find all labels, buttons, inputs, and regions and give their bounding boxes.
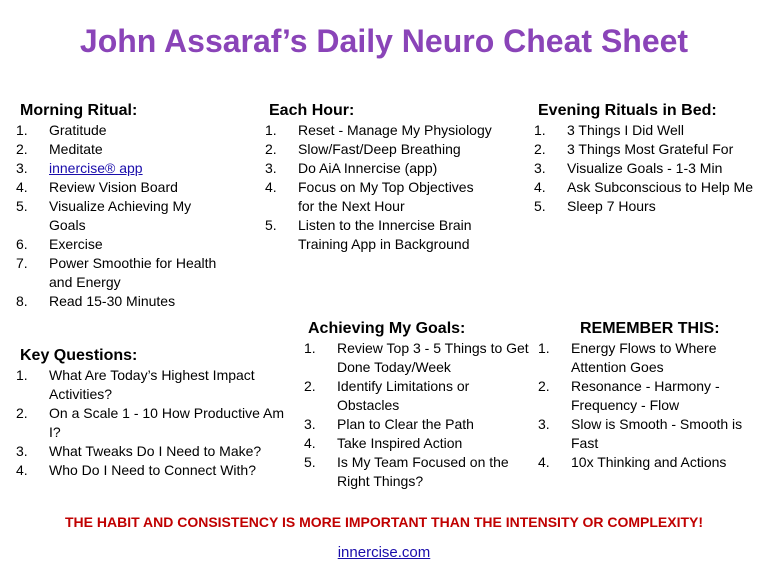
item-text: Is My Team Focused on the Right Things? bbox=[337, 454, 509, 489]
list-item bbox=[16, 235, 241, 254]
item-text: Gratitude bbox=[49, 122, 107, 138]
item-text: Energy Flows to Where Attention Goes bbox=[571, 340, 717, 375]
item-text: Who Do I Need to Connect With? bbox=[49, 462, 256, 478]
achieving-goals-list bbox=[304, 339, 539, 491]
evening-rituals-list bbox=[534, 121, 759, 216]
item-number: 1. bbox=[304, 340, 316, 356]
item-text: Exercise bbox=[49, 236, 103, 252]
list-item bbox=[16, 178, 241, 197]
item-text: Power Smoothie for Health and Energy bbox=[49, 255, 217, 290]
item-text: Do AiA Innercise (app) bbox=[298, 160, 438, 176]
item-text: Reset - Manage My Physiology bbox=[298, 122, 492, 138]
item-number: 6. bbox=[16, 236, 28, 252]
item-text: Take Inspired Action bbox=[337, 435, 463, 451]
list-item bbox=[304, 339, 537, 377]
list-item bbox=[534, 178, 768, 197]
list-item bbox=[304, 453, 527, 491]
list-item bbox=[16, 254, 241, 292]
list-item bbox=[304, 415, 539, 434]
morning-ritual-section bbox=[16, 101, 241, 311]
item-number: 4. bbox=[304, 435, 316, 451]
list-item bbox=[265, 216, 510, 254]
item-number: 3. bbox=[16, 443, 28, 459]
item-text: Sleep 7 Hours bbox=[567, 198, 656, 214]
item-number: 4. bbox=[538, 454, 550, 470]
item-number: 3. bbox=[304, 416, 316, 432]
list-item bbox=[16, 292, 241, 311]
remember-this-list bbox=[538, 339, 763, 472]
item-text: Listen to the Innercise Brain Training App in Background bbox=[298, 217, 472, 252]
item-number: 3. bbox=[265, 160, 277, 176]
list-item bbox=[534, 121, 759, 140]
key-questions-section bbox=[16, 346, 296, 480]
list-item bbox=[16, 442, 296, 461]
item-text: 10x Thinking and Actions bbox=[571, 454, 727, 470]
item-text: Slow is Smooth - Smooth is Fast bbox=[571, 416, 743, 451]
item-number: 4. bbox=[534, 179, 546, 195]
item-text: Meditate bbox=[49, 141, 103, 157]
list-item bbox=[538, 453, 763, 472]
item-number: 3. bbox=[16, 160, 28, 176]
item-text: Read 15-30 Minutes bbox=[49, 293, 176, 309]
list-item bbox=[16, 159, 241, 178]
item-number: 2. bbox=[534, 141, 546, 157]
list-item bbox=[16, 197, 199, 235]
item-number: 1. bbox=[16, 367, 28, 383]
item-number: 1. bbox=[265, 122, 277, 138]
item-number: 5. bbox=[304, 454, 316, 470]
item-number: 2. bbox=[538, 378, 550, 394]
item-number: 4. bbox=[16, 462, 28, 478]
page-title: John Assaraf’s Daily Neuro Cheat Sheet bbox=[79, 23, 689, 59]
list-item bbox=[16, 121, 241, 140]
item-number: 1. bbox=[16, 122, 28, 138]
key-questions-list bbox=[16, 366, 296, 480]
key-questions-heading: Key Questions: bbox=[20, 347, 138, 364]
item-text: Review Top 3 - 5 Things to Get Done Today/Week bbox=[337, 340, 529, 375]
each-hour-heading: Each Hour: bbox=[269, 102, 355, 119]
list-item bbox=[538, 339, 746, 377]
item-text: On a Scale 1 - 10 How Productive Am I? bbox=[49, 405, 284, 440]
list-item bbox=[16, 404, 294, 442]
item-text: Identify Limitations or Obstacles bbox=[337, 378, 470, 413]
list-item bbox=[16, 461, 296, 480]
item-text: Focus on My Top Objectives for the Next Hour bbox=[298, 179, 474, 214]
each-hour-section bbox=[265, 101, 510, 254]
list-item bbox=[534, 159, 759, 178]
item-text: Plan to Clear the Path bbox=[337, 416, 474, 432]
item-text: Slow/Fast/Deep Breathing bbox=[298, 141, 461, 157]
evening-rituals-heading: Evening Rituals in Bed: bbox=[538, 102, 717, 119]
list-item bbox=[538, 377, 746, 415]
morning-ritual-heading: Morning Ritual: bbox=[20, 102, 138, 119]
item-text: Ask Subconscious to Help Me bbox=[567, 179, 753, 195]
item-number: 1. bbox=[538, 340, 550, 356]
item-number: 2. bbox=[16, 141, 28, 157]
achieving-goals-section bbox=[304, 319, 539, 491]
item-number: 2. bbox=[265, 141, 277, 157]
item-number: 8. bbox=[16, 293, 28, 309]
item-number: 3. bbox=[534, 160, 546, 176]
footer-link-wrapper bbox=[0, 543, 768, 563]
item-number: 2. bbox=[16, 405, 28, 421]
list-item bbox=[534, 197, 759, 216]
item-text: Resonance - Harmony - Frequency - Flow bbox=[571, 378, 720, 413]
item-text: Review Vision Board bbox=[49, 179, 178, 195]
evening-rituals-section bbox=[534, 101, 759, 216]
list-item bbox=[265, 159, 510, 178]
item-number: 5. bbox=[16, 198, 28, 214]
list-item bbox=[16, 140, 241, 159]
morning-ritual-list bbox=[16, 121, 241, 311]
item-number: 5. bbox=[534, 198, 546, 214]
list-item bbox=[534, 140, 759, 159]
list-item bbox=[265, 178, 488, 216]
item-text: What Are Today’s Highest Impact Activities? bbox=[49, 367, 255, 402]
innercise-website-link[interactable]: innercise.com bbox=[337, 544, 431, 561]
item-text: Visualize Goals - 1-3 Min bbox=[567, 160, 723, 176]
list-item bbox=[16, 366, 274, 404]
item-number: 3. bbox=[538, 416, 550, 432]
item-text: Visualize Achieving My Goals bbox=[49, 198, 192, 233]
list-item bbox=[304, 434, 539, 453]
item-number: 1. bbox=[534, 122, 546, 138]
remember-this-heading: REMEMBER THIS: bbox=[580, 320, 720, 337]
item-number: 5. bbox=[265, 217, 277, 233]
remember-this-section bbox=[538, 319, 763, 472]
item-text: 3 Things Most Grateful For bbox=[567, 141, 734, 157]
habit-consistency-note: THE HABIT AND CONSISTENCY IS MORE IMPORTANT THAN THE INTENSITY OR COMPLEXITY! bbox=[64, 514, 704, 530]
achieving-goals-heading: Achieving My Goals: bbox=[308, 320, 466, 337]
list-item bbox=[265, 121, 510, 140]
list-item bbox=[304, 377, 517, 415]
item-number: 7. bbox=[16, 255, 28, 271]
item-text: What Tweaks Do I Need to Make? bbox=[49, 443, 262, 459]
item-text: 3 Things I Did Well bbox=[567, 122, 684, 138]
item-number: 4. bbox=[16, 179, 28, 195]
each-hour-list bbox=[265, 121, 510, 254]
list-item bbox=[538, 415, 761, 453]
list-item bbox=[265, 140, 510, 159]
innercise-app-link[interactable]: innercise® app bbox=[49, 160, 143, 176]
item-number: 4. bbox=[265, 179, 277, 195]
item-number: 2. bbox=[304, 378, 316, 394]
